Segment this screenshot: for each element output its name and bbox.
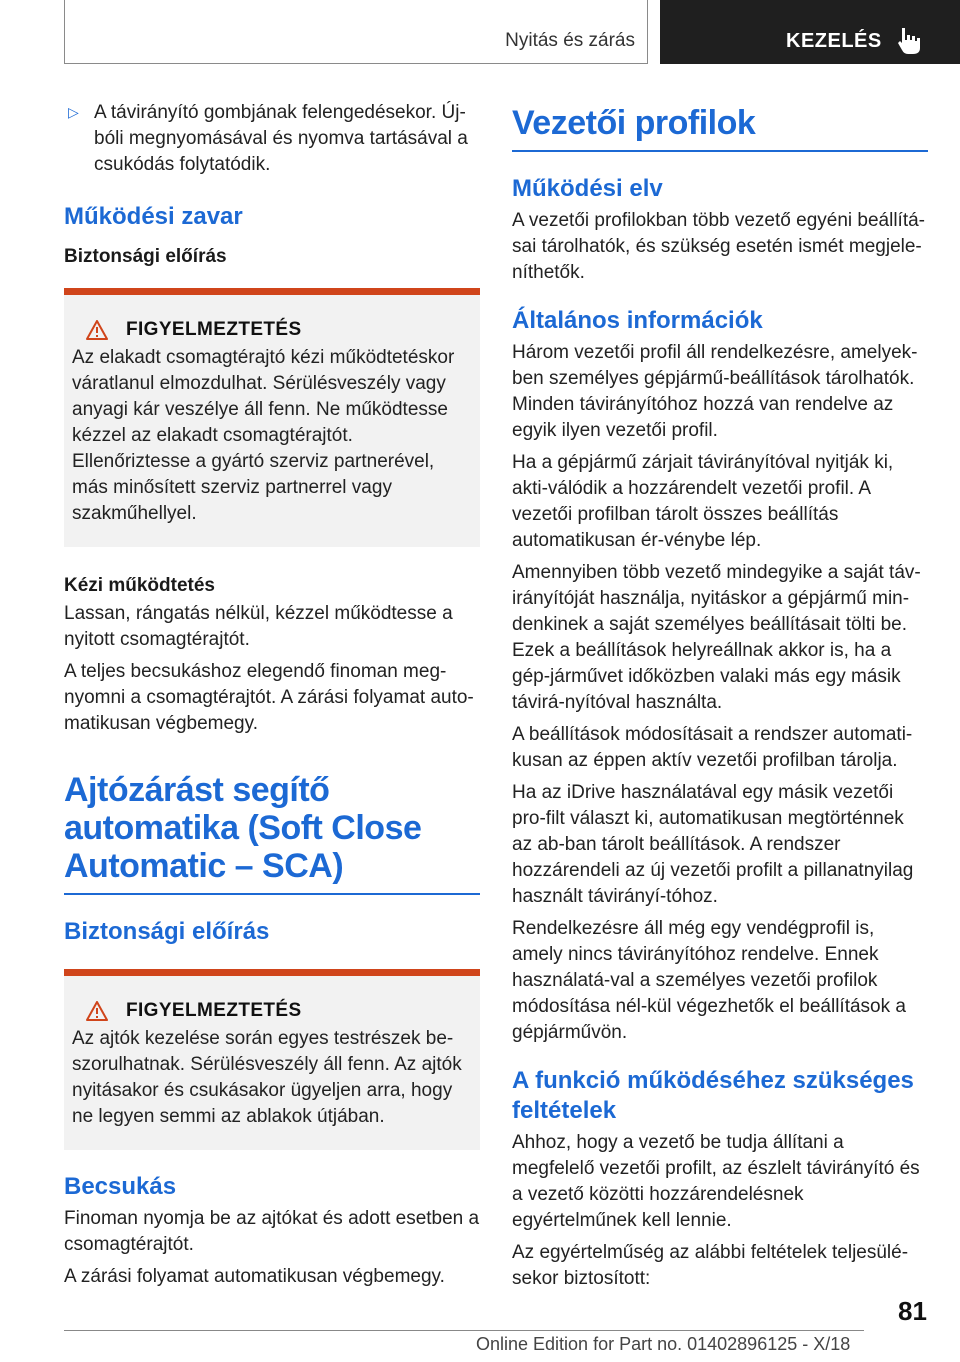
- warning-title-2: FIGYELMEZTETÉS: [126, 1000, 302, 1021]
- general-paragraph-2: Ha a gépjármű zárjait távirányítóval nyitják ki, akti-válódik a hozzárendelt vezetői profil. A vezetői profilban tárolt összes beállítás automatikusan ér-vénybe lép.: [512, 452, 894, 551]
- heading-requirements: A funkció működéséhez szükséges feltételek: [512, 1067, 914, 1124]
- right-column: [512, 100, 928, 1298]
- requirements-paragraph-2: Az egyértelműség az alábbi feltételek teljesülé-sekor biztosított:: [512, 1242, 909, 1289]
- heading-principle: Működési elv: [512, 175, 663, 202]
- manual-paragraph-2: A teljes becsukáshoz elegendő finoman meg-nyomni a csomagtérajtót. A zárási folyamat auto-matikusan végbemegy.: [64, 661, 474, 734]
- warning-box-2: [64, 969, 480, 1150]
- general-paragraph-4: A beállítások módosításait a rendszer automati-kusan az éppen aktív vezetői profilban tárolja.: [512, 724, 913, 771]
- heading-profiles: Vezetői profilok: [512, 104, 928, 152]
- step-triangle-icon: ▷: [68, 104, 79, 120]
- heading-safety-2: Biztonsági előírás: [64, 918, 270, 945]
- heading-malfunction: Működési zavar: [64, 203, 243, 230]
- heading-manual: Kézi működtetés: [64, 575, 215, 596]
- heading-close: Becsukás: [64, 1173, 177, 1200]
- hand-pointer-icon: [896, 26, 924, 56]
- warning-title-1: FIGYELMEZTETÉS: [126, 319, 302, 340]
- warning-box-1: [64, 288, 480, 547]
- header-section-box: [64, 0, 648, 64]
- header-section-title: Nyitás és zárás: [505, 30, 635, 51]
- manual-paragraph-1: Lassan, rángatás nélkül, kézzel működtesse a nyitott csomagtérajtót.: [64, 603, 453, 650]
- general-paragraph-3: Amennyiben több vezető mindegyike a saját táv-irányítóját használja, nyitáskor a gépjármű min-denkinek a saját személyes beállításait tölti be. Ezek a beállítások helyreállnak akkor is, ha a gép-járművet időközben valaki más egy másik távirá-nyítóval használta.: [512, 562, 921, 713]
- general-paragraph-1: Három vezetői profil áll rendelkezésre, amelyek-ben személyes gépjármű-beállítások tárolhatók. Minden távirányítóhoz hozzá van rendelve az egyik ilyen vezetői profil.: [512, 342, 918, 441]
- left-column: [64, 100, 480, 1296]
- warning-triangle-icon: [86, 1001, 108, 1021]
- chapter-tab-label: KEZELÉS: [786, 30, 882, 52]
- warning-text-1: Az elakadt csomagtérajtó kézi működtetéskor váratlanul elmozdulhat. Sérülésveszély vagy anyagi kár veszélye áll fenn. Ne működtesse kézzel az elakadt csomagtérajtót. Ellenőriztesse a gyártó szerviz partnerével, más minősített szerviz partnerrel vagy szakműhellyel.: [72, 347, 455, 524]
- heading-sca: Ajtózárást segítő automatika (Soft Close Automatic – SCA): [64, 771, 480, 895]
- close-paragraph-2: A zárási folyamat automatikusan végbemegy.: [64, 1266, 445, 1287]
- step-item: [64, 100, 480, 178]
- principle-paragraph: A vezetői profilokban több vezető egyéni beállítá-sai tárolhatók, és szükség esetén ismét megjele-níthetők.: [512, 210, 925, 283]
- requirements-paragraph-1: Ahhoz, hogy a vezető be tudja állítani a megfelelő vezetői profilt, az észlelt távirányító és a vezető közötti hozzárendelésnek egyértelműnek kell lennie.: [512, 1132, 920, 1231]
- footer-divider: [64, 1330, 864, 1331]
- footer-edition: Online Edition for Part no. 01402896125 - X/18: [476, 1334, 851, 1354]
- heading-general: Általános információk: [512, 307, 763, 334]
- warning-text-2: Az ajtók kezelése során egyes testrészek be-szorulhatnak. Sérülésveszély áll fenn. Az ajtók nyitásakor és csukásakor ügyeljen arra, hogy ne legyen semmi az ablakok útjában.: [72, 1028, 462, 1127]
- step-text: A távirányító gombjának felengedésekor. Új-bóli megnyomásával és nyomva tartásával a csukódás folytatódik.: [94, 102, 468, 175]
- heading-safety-1: Biztonsági előírás: [64, 246, 227, 267]
- chapter-tab: [660, 0, 960, 64]
- page-number: 81: [898, 1296, 927, 1326]
- general-paragraph-6: Rendelkezésre áll még egy vendégprofil is, amely nincs távirányítóhoz rendelve. Ennek használatá-val a személyes vezetői profilok módosítása nél-kül végezhetők el beállítások a gépjárművön.: [512, 918, 906, 1043]
- general-paragraph-5: Ha az iDrive használatával egy másik vezetői pro-filt választ ki, automatikusan megtörténnek az ab-ban tárolt beállítások. A rendszer hozzárendeli az új vezetői profilt a pillanatnyilag használt távirányí-tóhoz.: [512, 782, 914, 907]
- warning-triangle-icon: [86, 320, 108, 340]
- close-paragraph-1: Finoman nyomja be az ajtókat és adott esetben a csomagtérajtót.: [64, 1208, 480, 1255]
